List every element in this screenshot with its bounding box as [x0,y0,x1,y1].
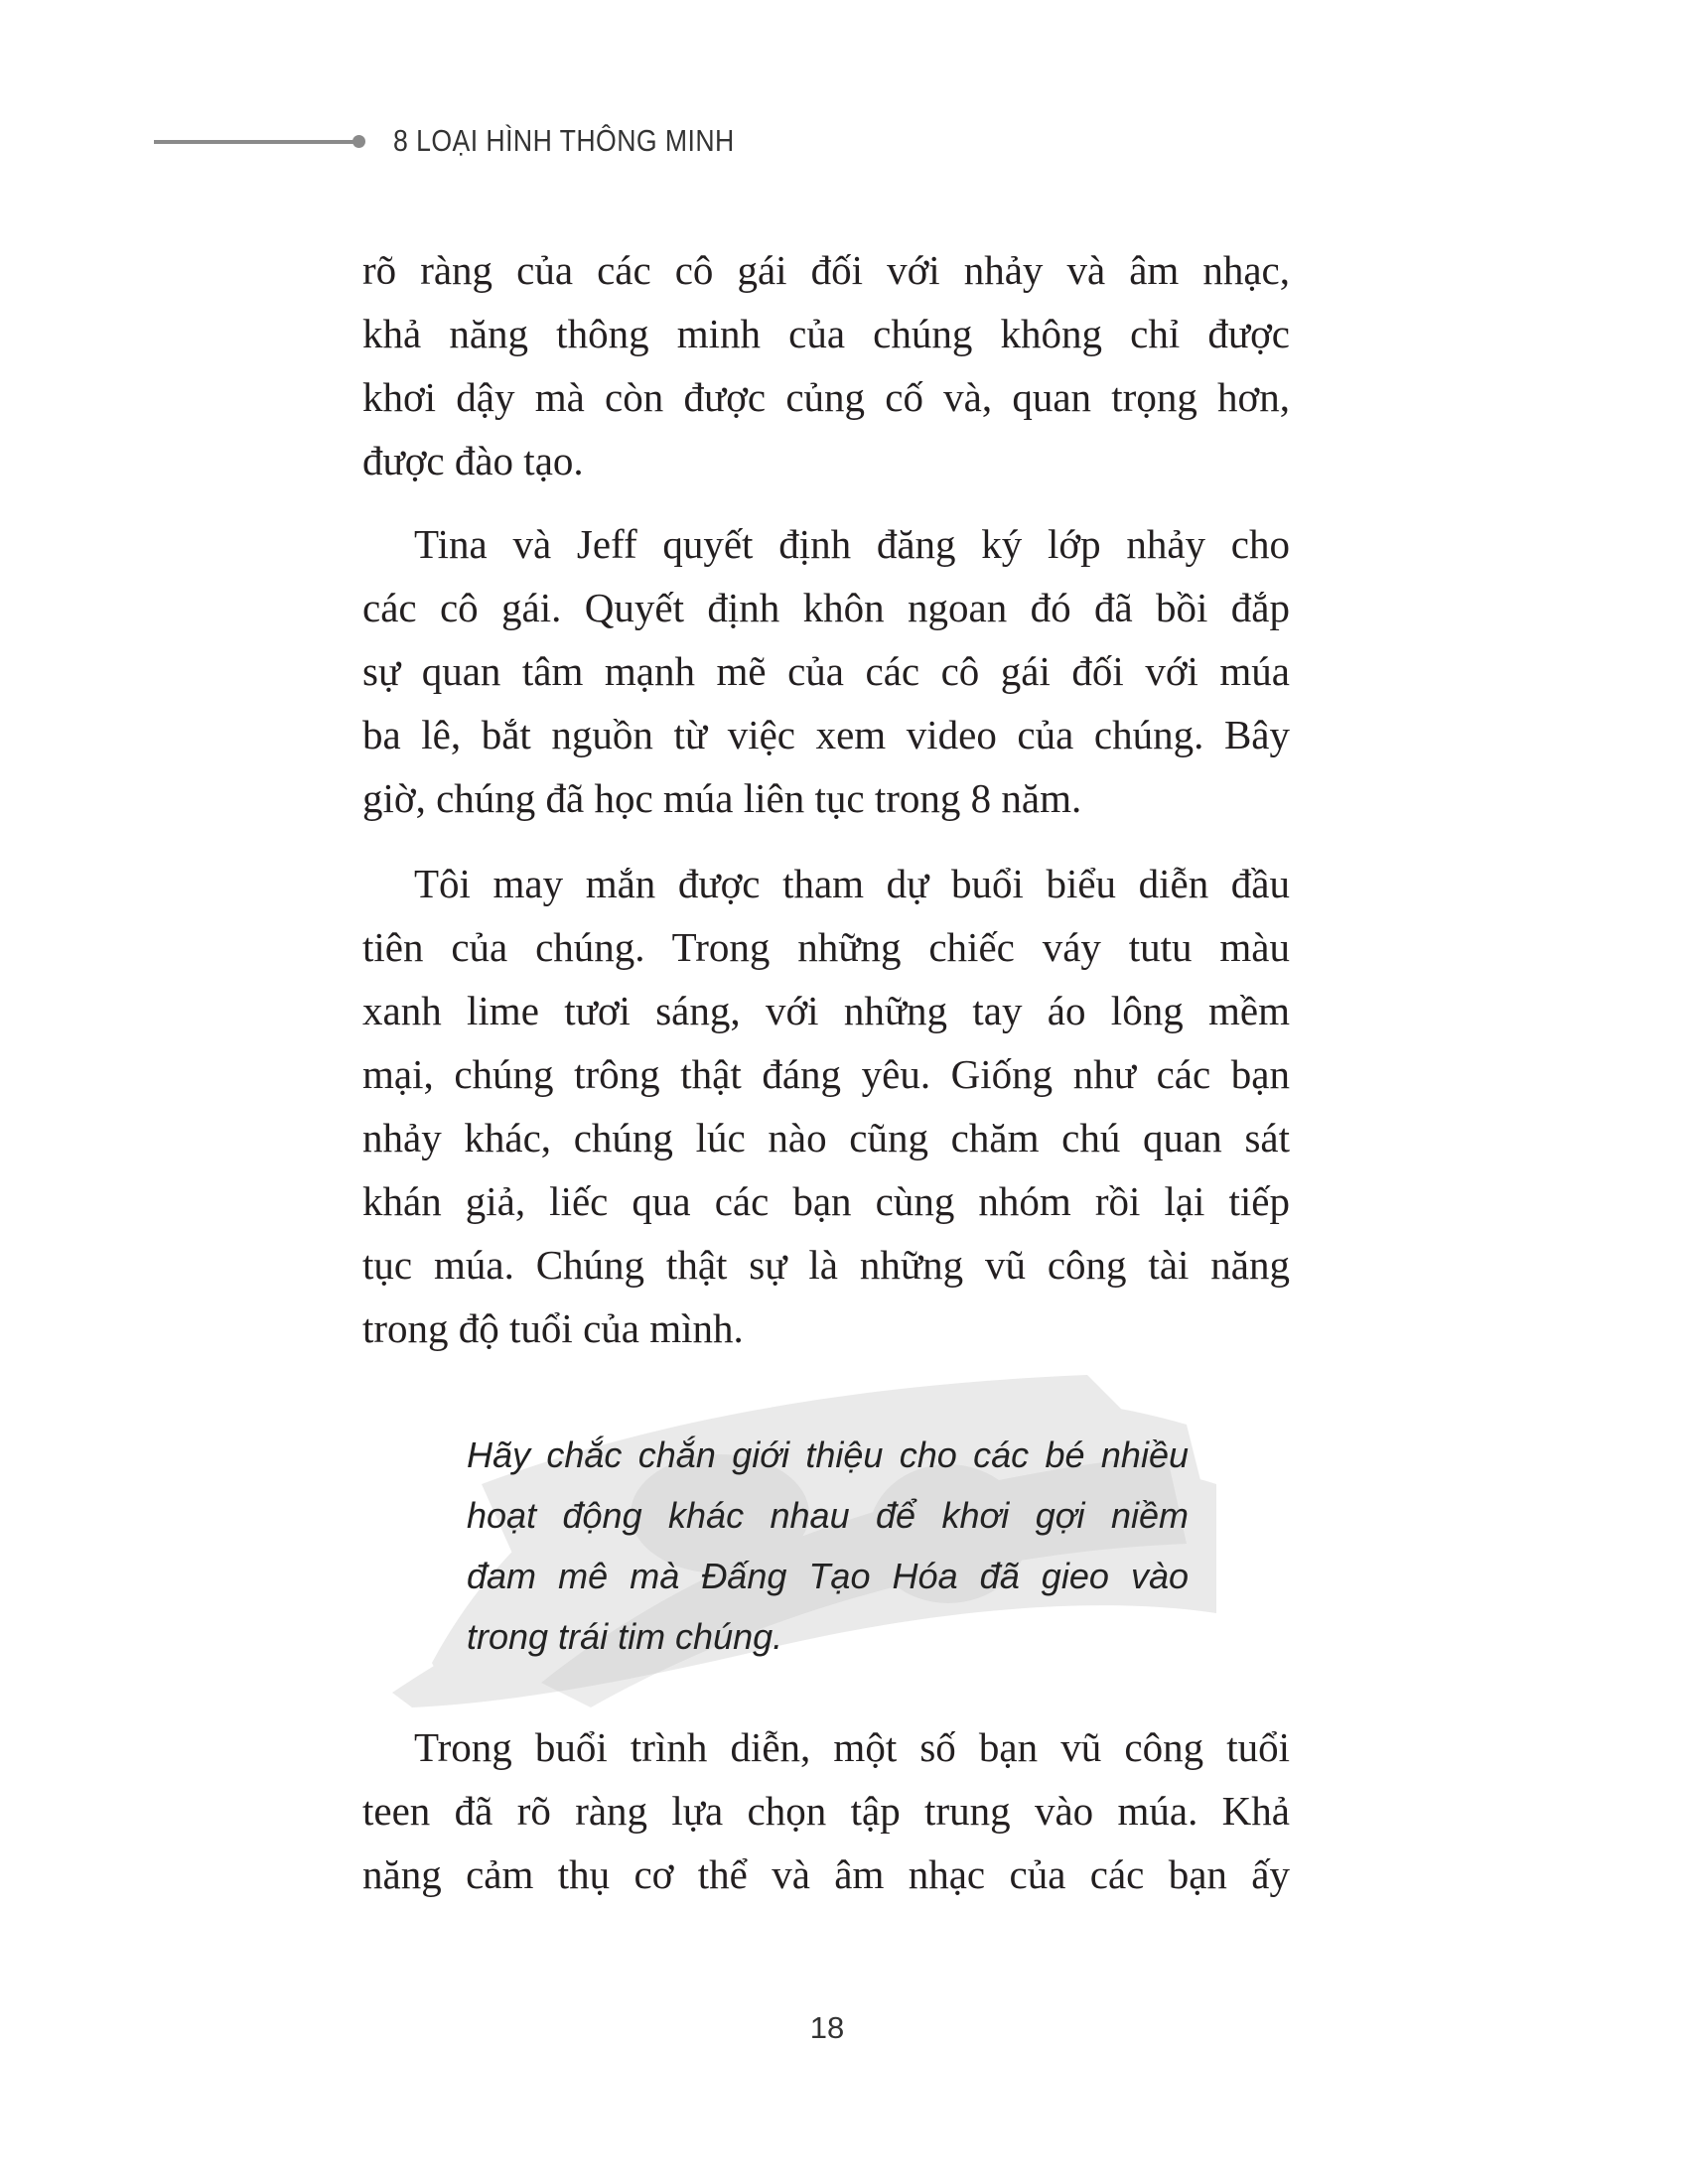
text-line-content: tiên của chúng. Trong những chiếc váy tutu màu [362,924,1290,970]
text-line [362,429,1290,492]
paragraph-1 [362,238,1290,492]
text-line-content: Tina và Jeff quyết định đăng ký lớp nhảy cho [414,521,1290,567]
paragraph-4 [362,1715,1290,1906]
text-line-content: Tôi may mắn được tham dự buổi biểu diễn đầu [414,861,1290,906]
page-number: 18 [809,2010,845,2045]
header-rule [154,140,357,144]
paragraph-3 [362,852,1290,1360]
quote-line-content: hoạt động khác nhau để khơi gợi niềm [467,1495,1189,1536]
quote-line [467,1425,1189,1485]
header-rule-dot [352,135,365,148]
text-line-content: các cô gái. Quyết định khôn ngoan đó đã bồi đắp [362,585,1290,630]
text-line-content: khán giả, liếc qua các bạn cùng nhóm rồi lại tiếp [362,1178,1290,1224]
text-line [362,302,1290,365]
quote-line-content: đam mê mà Đấng Tạo Hóa đã gieo vào [467,1556,1189,1596]
text-line-content: rõ ràng của các cô gái đối với nhảy và âm nhạc, [362,247,1290,293]
text-line [362,576,1290,639]
text-line [362,639,1290,703]
text-line-content: khơi dậy mà còn được củng cố và, quan trọng hơn, [362,374,1290,420]
text-line [362,766,1290,830]
text-line-content: xanh lime tươi sáng, với những tay áo lông mềm [362,988,1290,1033]
text-line-content: giờ, chúng đã học múa liên tục trong 8 năm. [362,775,1082,821]
text-line [362,1715,1290,1779]
pull-quote [467,1425,1189,1667]
text-line [362,1779,1290,1843]
text-line [362,979,1290,1042]
text-line [362,915,1290,979]
text-line-content: ba lê, bắt nguồn từ việc xem video của chúng. Bây [362,712,1290,757]
text-line [362,852,1290,915]
text-line-content: năng cảm thụ cơ thể và âm nhạc của các bạn ấy [362,1851,1290,1897]
text-line [362,1042,1290,1106]
text-line [362,365,1290,429]
text-line-content: nhảy khác, chúng lúc nào cũng chăm chú quan sát [362,1115,1290,1160]
text-line [362,1297,1290,1360]
text-line-content: teen đã rõ ràng lựa chọn tập trung vào múa. Khả [362,1788,1290,1834]
running-header: 8 LOẠI HÌNH THÔNG MINH [393,123,735,158]
text-line-content: mại, chúng trông thật đáng yêu. Giống như các bạn [362,1051,1290,1097]
quote-line [467,1546,1189,1606]
text-line [362,1233,1290,1297]
text-line [362,1169,1290,1233]
text-line [362,238,1290,302]
text-line-content: Trong buổi trình diễn, một số bạn vũ công tuổi [414,1724,1290,1770]
quote-line-content: trong trái tim chúng. [467,1616,783,1657]
quote-line [467,1485,1189,1546]
quote-line [467,1606,1189,1667]
text-line [362,703,1290,766]
text-line [362,512,1290,576]
quote-line-content: Hãy chắc chắn giới thiệu cho các bé nhiều [467,1434,1189,1475]
text-line-content: sự quan tâm mạnh mẽ của các cô gái đối với múa [362,648,1290,694]
text-line [362,1106,1290,1169]
text-line-content: tục múa. Chúng thật sự là những vũ công tài năng [362,1242,1290,1288]
text-line-content: trong độ tuổi của mình. [362,1305,744,1351]
text-line-content: khả năng thông minh của chúng không chỉ được [362,311,1290,356]
paragraph-2 [362,512,1290,830]
text-line [362,1843,1290,1906]
text-line-content: được đào tạo. [362,438,584,483]
